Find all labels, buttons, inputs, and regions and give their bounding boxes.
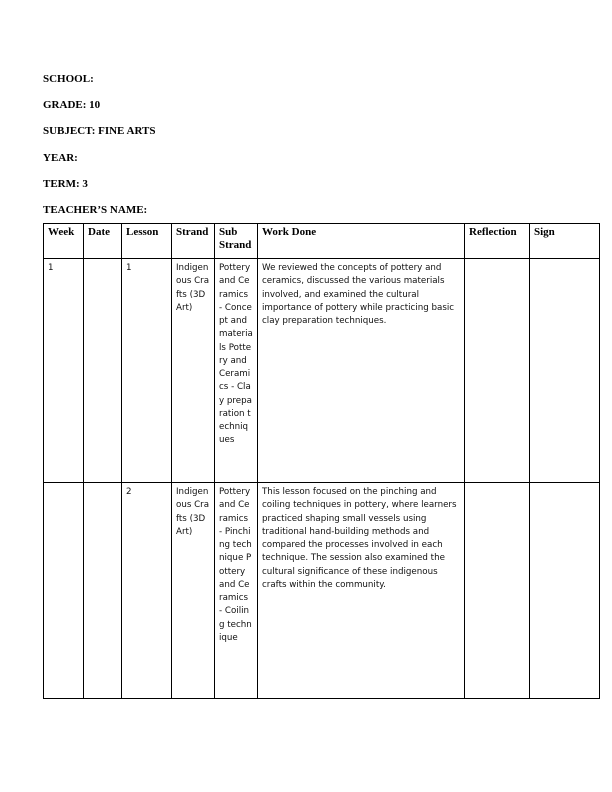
week-cell — [44, 483, 84, 699]
school-label: SCHOOL: — [43, 73, 94, 85]
column-header-lesson: Lesson — [122, 224, 172, 259]
lesson-cell: 1 — [122, 259, 172, 483]
column-header-reflection: Reflection — [465, 224, 530, 259]
date-cell — [84, 483, 122, 699]
strand-cell: Indigenous Crafts (3D Art) — [172, 259, 215, 483]
column-header-week: Week — [44, 224, 84, 259]
column-header-sign: Sign — [530, 224, 600, 259]
column-header-sub-strand: Sub Strand — [215, 224, 258, 259]
header-fields — [43, 73, 156, 230]
week-cell: 1 — [44, 259, 84, 483]
table-row — [44, 483, 600, 699]
sub-strand-cell: Pottery and Ceramics - Concept and materials Pottery and Ceramics - Clay preparation techniques — [215, 259, 258, 483]
work-done-cell: This lesson focused on the pinching and coiling techniques in pottery, where learners practiced shaping small vessels using traditional hand-building methods and compared the processes involved in each technique. The session also examined the cultural significance of these indigenous crafts within the community. — [258, 483, 465, 699]
lesson-log-table — [43, 223, 600, 699]
work-done-cell: We reviewed the concepts of pottery and ceramics, discussed the various materials involved, and examined the cultural importance of pottery while practicing basic clay preparation techniques. — [258, 259, 465, 483]
table-header-row — [44, 224, 600, 259]
term-label: TERM: 3 — [43, 177, 88, 190]
reflection-cell — [465, 483, 530, 699]
table-row — [44, 259, 600, 483]
subject-label: SUBJECT: FINE ARTS — [43, 125, 156, 138]
reflection-cell — [465, 259, 530, 483]
strand-cell: Indigenous Crafts (3D Art) — [172, 483, 215, 699]
column-header-work-done: Work Done — [258, 224, 465, 259]
teacher-name-label: TEACHER’S NAME: — [43, 203, 148, 216]
sign-cell — [530, 259, 600, 483]
column-header-date: Date — [84, 224, 122, 259]
grade-label: GRADE: 10 — [43, 99, 101, 112]
date-cell — [84, 259, 122, 483]
lesson-cell: 2 — [122, 483, 172, 699]
column-header-strand: Strand — [172, 224, 215, 259]
year-label: YEAR: — [43, 151, 78, 164]
sign-cell — [530, 483, 600, 699]
sub-strand-cell: Pottery and Ceramics - Pinching technique Pottery and Ceramics - Coiling technique — [215, 483, 258, 699]
